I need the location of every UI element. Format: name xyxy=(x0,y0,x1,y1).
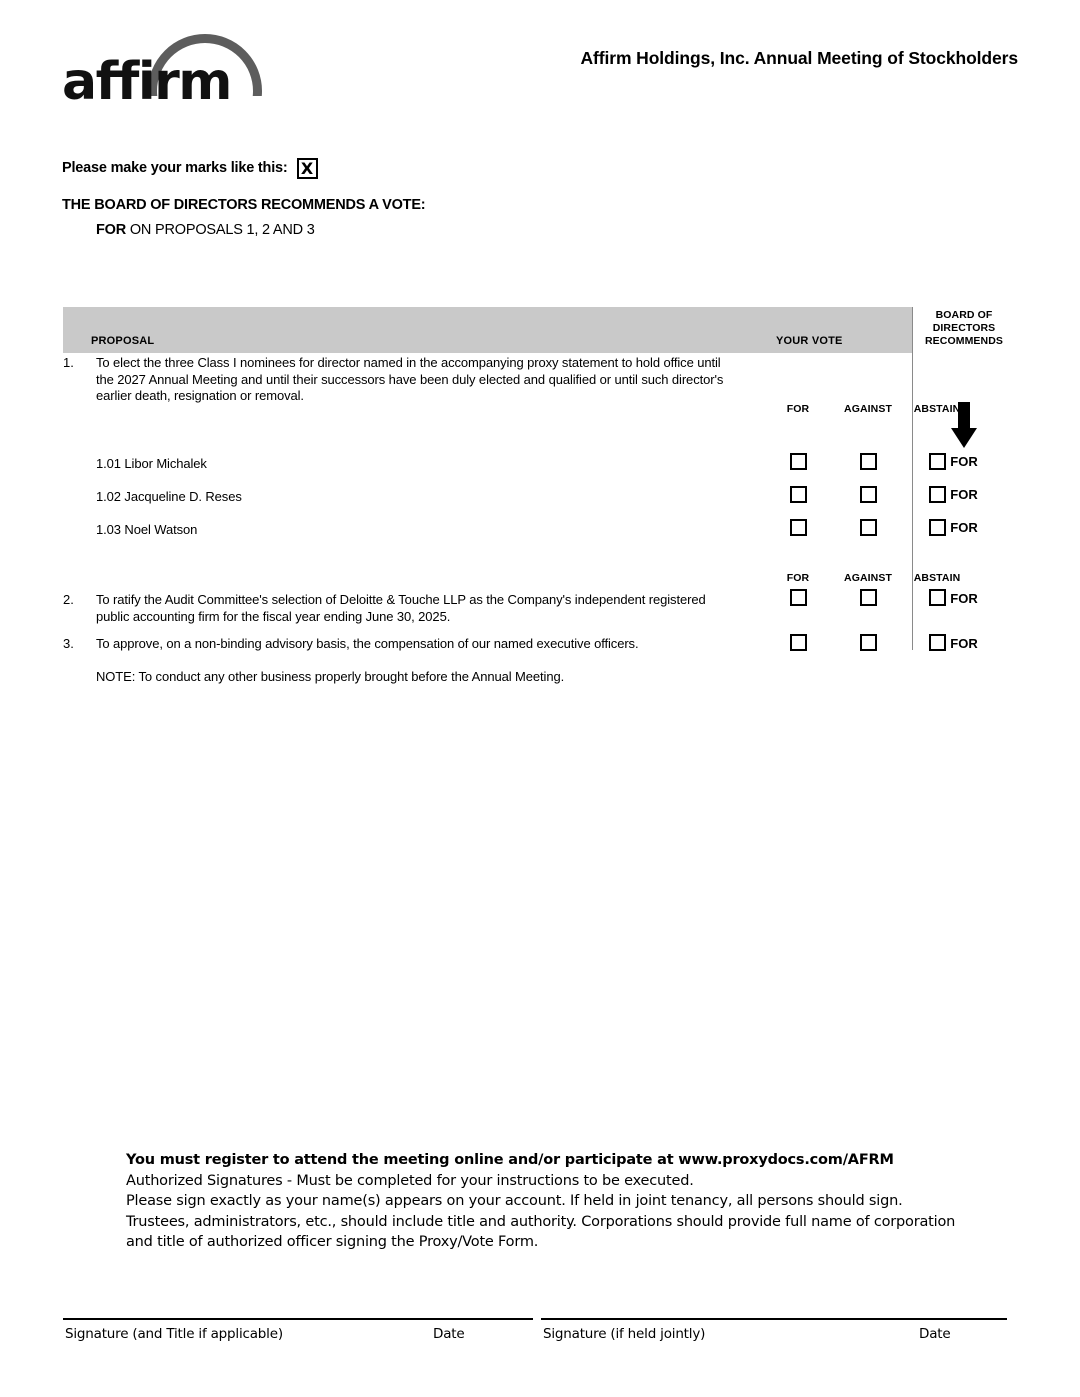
board-header-line-2: DIRECTORS xyxy=(932,322,996,334)
vote-col-header-abstain-2: ABSTAIN xyxy=(913,572,961,584)
proposal-1-text: To elect the three Class I nominees for director named in the accompanying proxy statement to hold office until the 2027 Annual Meeting and until their successors have been duly elected and qualified or until such director's earlier death, resignation or removal. xyxy=(96,355,724,403)
column-divider xyxy=(912,307,913,650)
checkbox-proposal-2-against[interactable] xyxy=(860,589,877,606)
mark-instruction-row xyxy=(62,157,762,179)
logo-wordmark: affirm xyxy=(62,52,231,112)
nominee-1-01-label: 1.01 Libor Michalek xyxy=(96,456,207,471)
board-header-line-1: BOARD OF xyxy=(935,309,993,321)
recommendation-prefix: FOR xyxy=(96,222,127,238)
signature-block-primary xyxy=(63,1318,533,1358)
signature-block-joint xyxy=(541,1318,1007,1358)
board-recommends-detail xyxy=(96,222,762,238)
instructions-block xyxy=(62,157,762,238)
board-header-line-3: RECOMMENDS xyxy=(924,335,1003,347)
checkbox-nominee-1-02-against[interactable] xyxy=(860,486,877,503)
recommendation-nominee-1-02: FOR xyxy=(950,487,978,502)
signature-line-primary[interactable] xyxy=(63,1318,533,1320)
proposal-3-text: To approve, on a non-binding advisory basis, the compensation of our named executive officers. xyxy=(96,636,639,651)
nominee-1-02-label: 1.02 Jacqueline D. Reses xyxy=(96,489,242,504)
date-label-primary: Date xyxy=(433,1326,465,1342)
table-header-row xyxy=(63,307,1007,353)
vote-col-header-for-2: FOR xyxy=(786,572,810,584)
vote-col-header-abstain-1: ABSTAIN xyxy=(913,403,961,415)
proposal-3-number: 3. xyxy=(63,636,74,651)
vote-col-header-against-1: AGAINST xyxy=(844,403,892,415)
checkbox-proposal-3-against[interactable] xyxy=(860,634,877,651)
table-body xyxy=(63,353,1007,684)
column-header-proposal: PROPOSAL xyxy=(91,335,155,347)
signing-instructions: Please sign exactly as your name(s) appears on your account. If held in joint tenancy, all persons should sign. Trustees, administrators, etc., should include title and authority. Corporations should provide full name of corporation and title of authorized officer signing the Proxy/Vote Form. xyxy=(126,1193,956,1250)
footer-instructions xyxy=(126,1150,956,1253)
proposal-2-number: 2. xyxy=(63,592,74,607)
recommendation-rest: ON PROPOSALS 1, 2 AND 3 xyxy=(126,222,315,238)
recommendation-proposal-2: FOR xyxy=(950,591,978,606)
vote-col-header-against-2: AGAINST xyxy=(844,572,892,584)
recommendation-nominee-1-01: FOR xyxy=(950,454,978,469)
checkbox-nominee-1-01-against[interactable] xyxy=(860,453,877,470)
page-title: Affirm Holdings, Inc. Annual Meeting of Stockholders xyxy=(580,48,1018,68)
checkbox-nominee-1-03-against[interactable] xyxy=(860,519,877,536)
mark-instruction-label: Please make your marks like this: xyxy=(62,160,288,176)
proposals-table xyxy=(63,307,1007,684)
checkbox-proposal-3-for[interactable] xyxy=(790,634,807,651)
checkbox-proposal-2-for[interactable] xyxy=(790,589,807,606)
recommendation-nominee-1-03: FOR xyxy=(950,520,978,535)
recommendation-proposal-3: FOR xyxy=(950,636,978,651)
mark-example-checkbox: X xyxy=(297,158,318,179)
proposal-1-number: 1. xyxy=(63,355,74,370)
board-recommends-heading: THE BOARD OF DIRECTORS RECOMMENDS A VOTE: xyxy=(62,197,426,213)
proposal-2-text: To ratify the Audit Committee's selection of Deloitte & Touche LLP as the Company's independent registered public accounting firm for the fiscal year ending June 30, 2025. xyxy=(96,592,706,624)
register-line: You must register to attend the meeting online and/or participate at www.proxydocs.com/AFRM xyxy=(126,1152,894,1168)
authorized-signatures-line: Authorized Signatures - Must be completed for your instructions to be executed. xyxy=(126,1172,694,1189)
signature-label-primary: Signature (and Title if applicable) xyxy=(65,1326,283,1342)
checkbox-nominee-1-02-for[interactable] xyxy=(790,486,807,503)
column-header-board-recommends xyxy=(921,309,1007,348)
signature-line-joint[interactable] xyxy=(541,1318,1007,1320)
proposals-note: NOTE: To conduct any other business properly brought before the Annual Meeting. xyxy=(96,669,565,684)
checkbox-nominee-1-01-for[interactable] xyxy=(790,453,807,470)
nominee-1-03-label: 1.03 Noel Watson xyxy=(96,522,198,537)
vote-col-header-for-1: FOR xyxy=(786,403,810,415)
date-label-joint: Date xyxy=(919,1326,951,1342)
column-header-your-vote: YOUR VOTE xyxy=(776,335,843,347)
signature-label-joint: Signature (if held jointly) xyxy=(543,1326,706,1342)
affirm-logo xyxy=(62,34,362,114)
checkbox-nominee-1-03-for[interactable] xyxy=(790,519,807,536)
